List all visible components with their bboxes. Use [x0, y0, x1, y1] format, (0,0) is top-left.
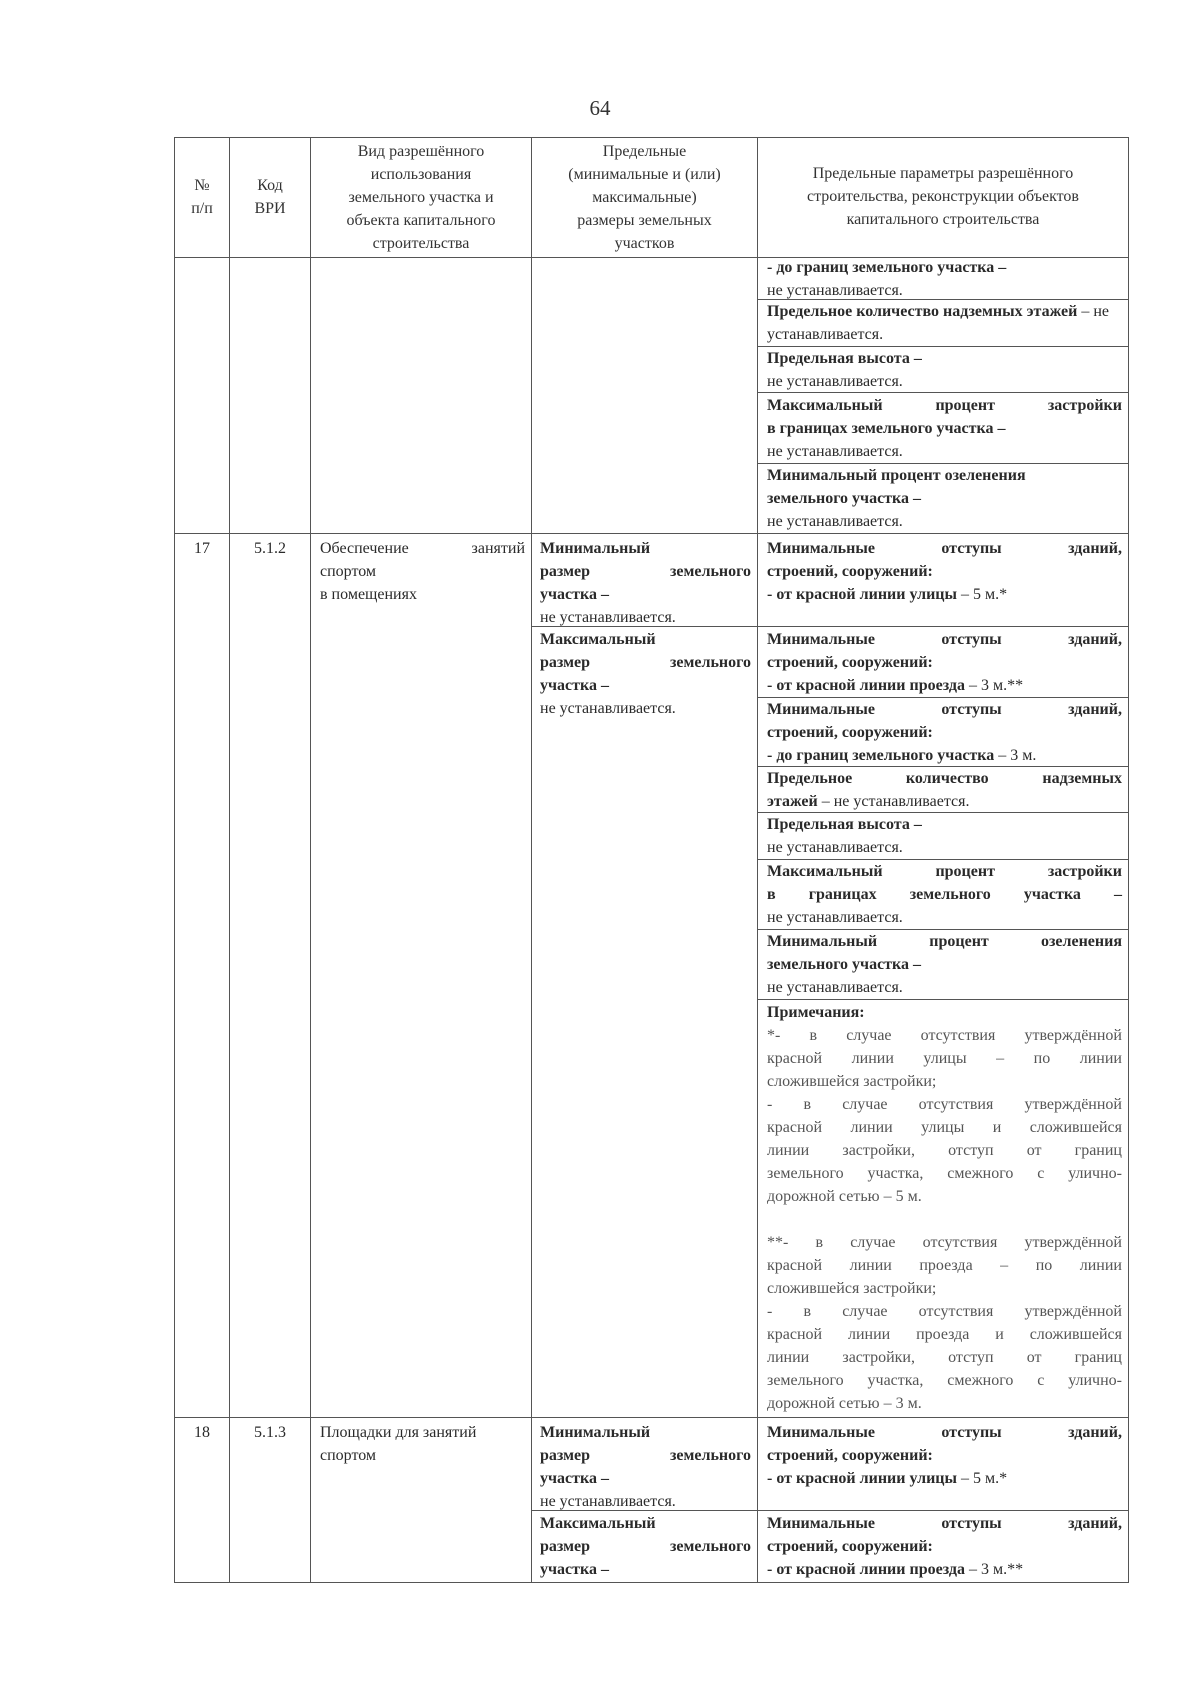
header-code: Код ВРИ: [254, 177, 286, 217]
row17-use: Обеспечение занятий спортом в помещениях: [320, 540, 525, 603]
row18-num: 18: [194, 1424, 210, 1441]
header-use: Вид разрешённого использования земельного участка и объекта капитального строительства: [346, 143, 496, 252]
cont-param-4: Максимальный процент застройки в границах земельного участка – не устанавливается.: [767, 397, 1122, 460]
page-number: 64: [589, 96, 611, 120]
param-divider: [757, 626, 1128, 627]
row18-code: 5.1.3: [254, 1424, 286, 1441]
row18-use: Площадки для занятий спортом: [320, 1424, 477, 1464]
cont-param-5: Минимальный процент озеленения земельного участка – не устанавливается.: [767, 467, 1026, 530]
row18-top-border: [174, 1417, 1129, 1418]
row18-size-max: Максимальный размер земельного участка –: [540, 1515, 751, 1578]
row17-param-e: Предельная высота – не устанавливается.: [767, 816, 922, 856]
col-border-use: [531, 137, 532, 1583]
row17-code: 5.1.2: [254, 540, 286, 557]
cont-param-2: Предельное количество надземных этажей – не устанавливается.: [767, 303, 1109, 343]
row17-param-a: Минимальные отступы зданий, строений, сооружений: - от красной линии улицы – 5 м.*: [767, 540, 1122, 603]
row17-top-border: [174, 533, 1129, 534]
row17-param-b: Минимальные отступы зданий, строений, сооружений: - от красной линии проезда – 3 м.**: [767, 631, 1122, 694]
col-border-num: [229, 137, 230, 1583]
col-border-size: [757, 137, 758, 1583]
row17-notes: Примечания: *- в случае отсутствия утверждённой красной линии улицы – по линии сложившейся застройки; - в случае отсутствия утверждённой красной линии улицы и сложившейся линии застройки, отступ от границ земельного участка, смежного с улично- дорожной сетью – 5 м. **- в случае отсутствия утверждённой красной линии проезда – по линии сложившейся застройки; - в случае отсутствия утверждённой красной линии проезда и сложившейся линии застройки, отступ от границ земельного участка, смежного с улично- дорожной сетью – 3 м.: [767, 1004, 1122, 1412]
header-num: № п/п: [191, 177, 213, 217]
cont-param-3: Предельная высота – не устанавливается.: [767, 350, 922, 390]
row18-size-min: Минимальный размер земельного участка – не устанавливается.: [540, 1424, 751, 1510]
col-border-code: [310, 137, 311, 1583]
table-bottom-border: [174, 1582, 1129, 1583]
row17-param-g: Минимальный процент озеленения земельного участка – не устанавливается.: [767, 933, 1122, 996]
row17-size-min: Минимальный размер земельного участка – не устанавливается.: [540, 540, 751, 626]
col-border-right: [1128, 137, 1129, 1583]
row17-param-f: Максимальный процент застройки в границах земельного участка – не устанавливается.: [767, 863, 1122, 926]
row17-size-max: Максимальный размер земельного участка – не устанавливается.: [540, 631, 751, 717]
header-size: Предельные (минимальные и (или) максимальные) размеры земельных участков: [568, 143, 721, 252]
col-border-left: [174, 137, 175, 1583]
header-params: Предельные параметры разрешённого строительства, реконструкции объектов капитального строительства: [807, 165, 1079, 228]
cont-param-1: - до границ земельного участка – не устанавливается.: [767, 259, 1007, 299]
row17-num: 17: [194, 540, 210, 557]
row18-param-b: Минимальные отступы зданий, строений, сооружений: - от красной линии проезда – 3 м.**: [767, 1515, 1122, 1578]
row17-param-c: Минимальные отступы зданий, строений, сооружений: - до границ земельного участка – 3 м.: [767, 701, 1122, 764]
param-divider: [757, 999, 1128, 1000]
row17-param-d: Предельное количество надземных этажей – не устанавливается.: [767, 770, 1122, 810]
row18-param-a: Минимальные отступы зданий, строений, сооружений: - от красной линии улицы – 5 м.*: [767, 1424, 1122, 1487]
table-top-border: [174, 137, 1129, 138]
param-divider: [757, 1510, 1128, 1511]
